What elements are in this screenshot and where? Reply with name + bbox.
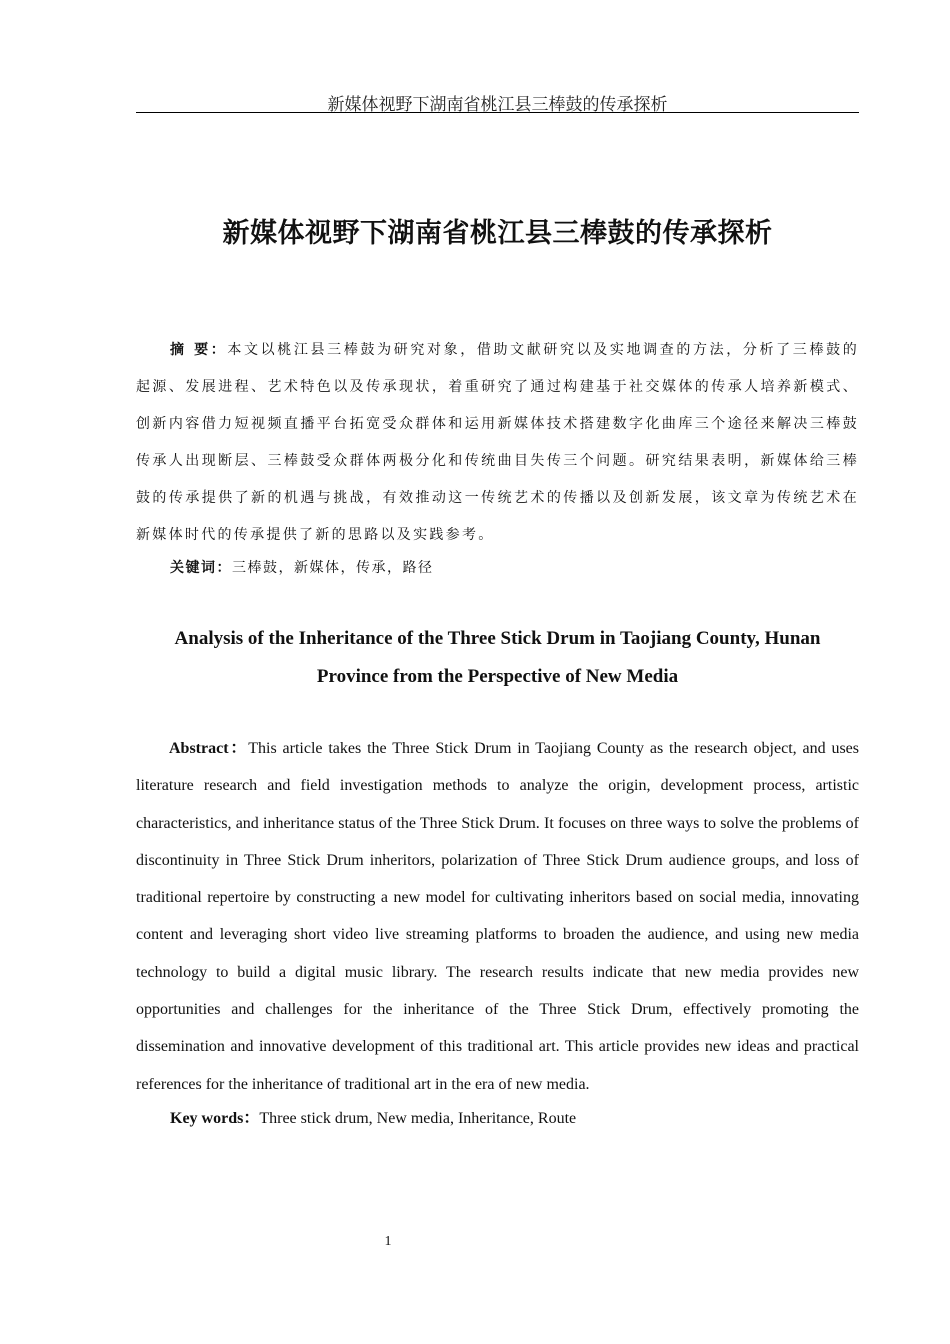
header-rule (136, 112, 859, 113)
chinese-keywords (170, 552, 434, 585)
chinese-keywords-label: 关键词： (170, 560, 232, 576)
page-number: 1 (384, 1234, 392, 1249)
english-title-line-2: Province from the Perspective of New Media (316, 666, 679, 687)
english-abstract (136, 730, 859, 1103)
chinese-abstract-label: 摘 要： (170, 342, 228, 358)
chinese-keywords-text: 三棒鼓，新媒体，传承，路径 (232, 560, 434, 576)
running-header: 新媒体视野下湖南省桃江县三棒鼓的传承探析 (327, 95, 668, 115)
english-keywords-label: Key words： (170, 1110, 260, 1127)
english-keywords (170, 1102, 576, 1135)
english-abstract-label: Abstract： (169, 740, 249, 757)
chinese-abstract (136, 332, 859, 554)
chinese-abstract-text: 本文以桃江县三棒鼓为研究对象，借助文献研究以及实地调查的方法，分析了三棒鼓的起源、发展进程、艺术特色以及传承现状，着重研究了通过构建基于社交媒体的传承人培养新模式、创新内容借力短视频直播平台拓宽受众群体和运用新媒体技术搭建数字化曲库三个途径来解决三棒鼓传承人出现断层、三棒鼓受众群体两极分化和传统曲目失传三个问题。研究结果表明，新媒体给三棒鼓的传承提供了新的机遇与挑战，有效推动这一传统艺术的传播以及创新发展，该文章为传统艺术在新媒体时代的传承提供了新的思路以及实践参考。 (136, 342, 860, 543)
chinese-title: 新媒体视野下湖南省桃江县三棒鼓的传承探析 (222, 218, 773, 249)
english-title (136, 620, 859, 696)
english-keywords-text: Three stick drum, New media, Inheritance, Route (259, 1110, 577, 1127)
english-abstract-text: This article takes the Three Stick Drum in Taojiang County as the research object, and uses literature research and field investigation methods to analyze the origin, development process, artistic characteristics, and inheritance status of the Three Stick Drum. It focuses on three ways to solve the problems of discontinuity in Three Stick Drum inheritors, polarization of Three Stick Drum audience groups, and loss of traditional repertoire by constructing a new model for cultivating inheritors based on social media, innovating content and leveraging short video live streaming platforms to broaden the audience, and using new media technology to build a digital music library. The research results indicate that new media provides new opportunities and challenges for the inheritance of the Three Stick Drum, effectively promoting the dissemination and innovative development of this traditional art. This article provides new ideas and practical references for the inheritance of traditional art in the era of new media. (136, 740, 859, 1093)
english-title-line-1: Analysis of the Inheritance of the Three Stick Drum in Taojiang County, Hunan (174, 628, 821, 649)
